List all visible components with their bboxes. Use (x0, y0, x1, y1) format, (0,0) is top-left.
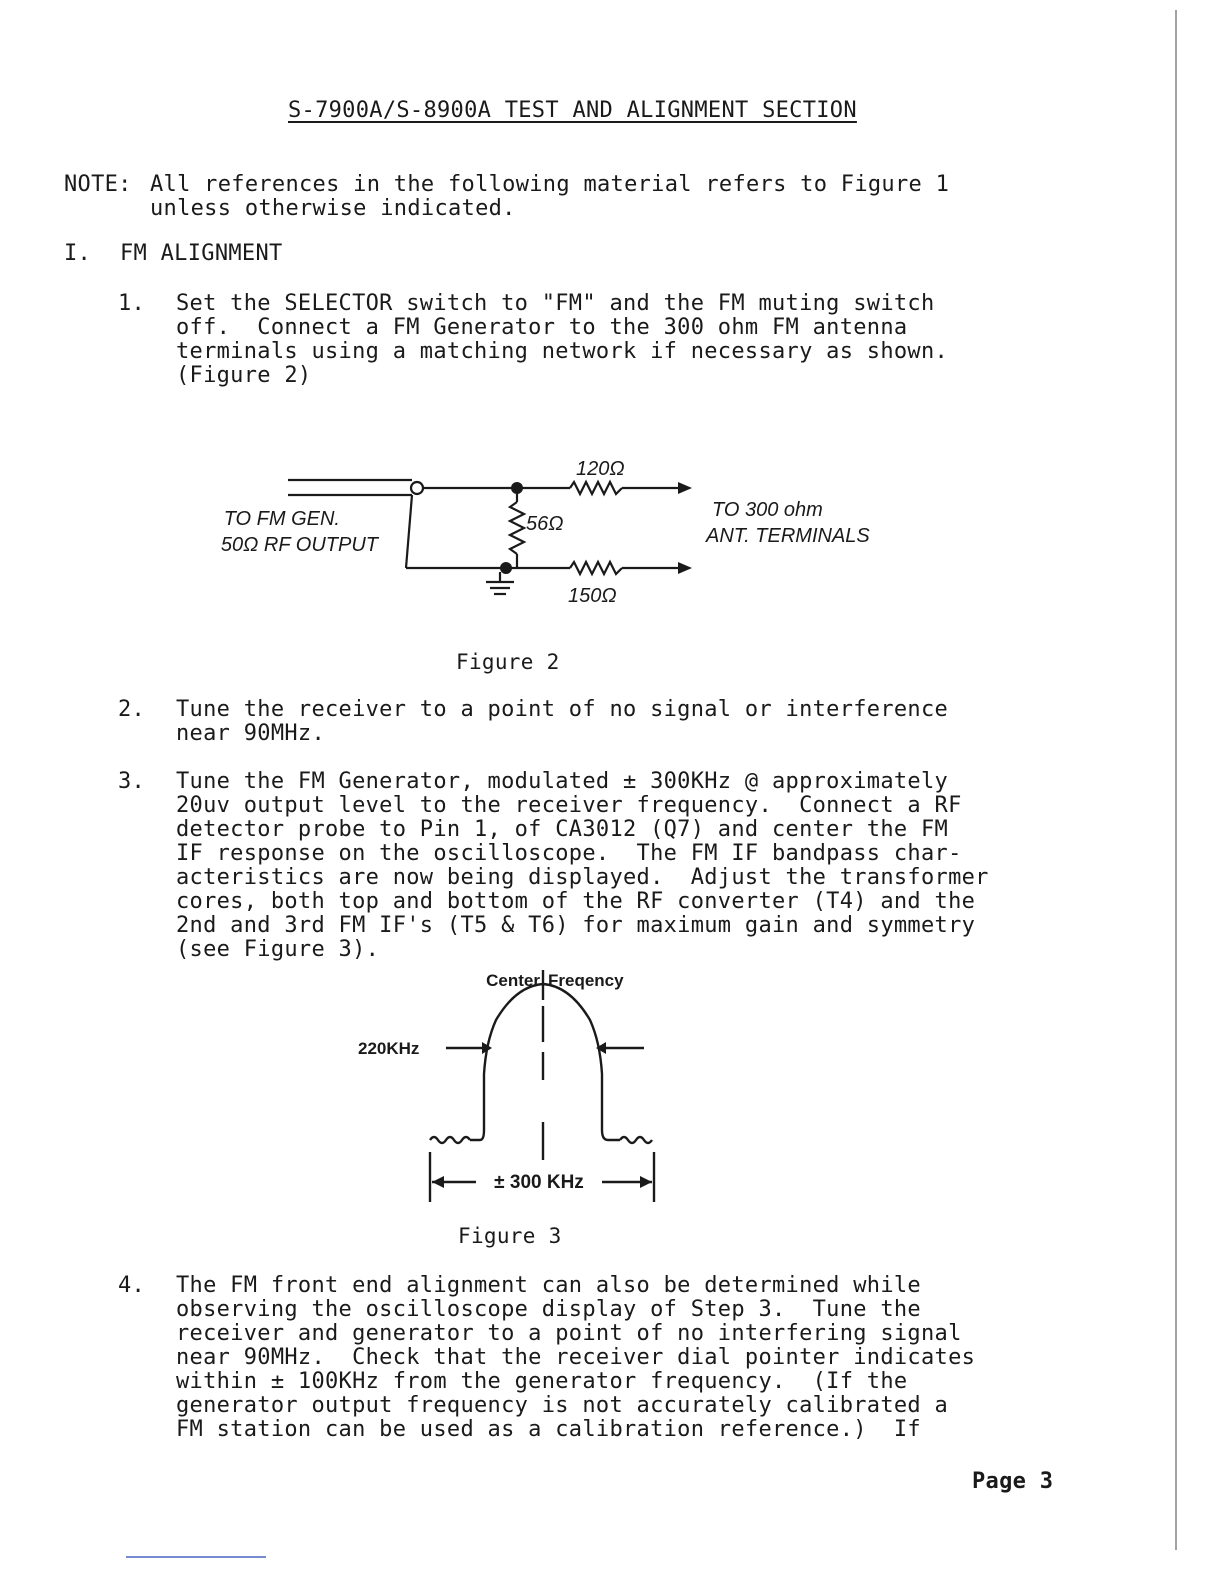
wire-shield (406, 495, 412, 568)
bandwidth-label: 220KHz (358, 1039, 420, 1058)
note-text-line: unless otherwise indicated. (150, 196, 516, 221)
step-3-line: 2nd and 3rd FM IF's (T5 & T6) for maximum gain and symmetry (176, 913, 976, 938)
step-4-line: The FM front end alignment can also be determined while (176, 1273, 921, 1298)
noise-left (430, 1137, 470, 1143)
page-number: Page 3 (972, 1469, 1054, 1494)
page-title: S-7900A/S-8900A TEST AND ALIGNMENT SECTION (288, 98, 857, 123)
step-1-line: (Figure 2) (176, 363, 312, 388)
step-number: 1. (118, 291, 146, 316)
junction-dot-bottom (500, 562, 512, 574)
figure-3-response-curve (350, 962, 670, 1214)
arrow-icon (678, 562, 692, 574)
resistor-150-symbol (570, 562, 622, 574)
step-4-line: observing the oscilloscope display of Step 3. Tune the (176, 1297, 921, 1322)
step-4-line: FM station can be used as a calibration reference.) If (176, 1417, 921, 1442)
page-edge-rule (1175, 10, 1177, 1550)
step-2-line: Tune the receiver to a point of no signal or interference (176, 697, 949, 722)
step-4-line: receiver and generator to a point of no interfering signal (176, 1321, 962, 1346)
section-number: I. (64, 241, 92, 266)
figure-2-schematic (180, 440, 940, 620)
step-2-line: near 90MHz. (176, 721, 325, 746)
gen-label-line2: 50Ω RF OUTPUT (220, 534, 378, 556)
note-text-line: All references in the following material refers to Figure 1 (150, 172, 950, 197)
footer-rule (126, 1556, 266, 1558)
resistor-120-symbol (570, 482, 622, 494)
step-3-line: IF response on the oscilloscope. The FM IF bandpass char- (176, 841, 962, 866)
arrow-icon (678, 482, 692, 494)
arrow-icon (432, 1176, 444, 1188)
step-3-line: 20uv output level to the receiver frequency. Connect a RF (176, 793, 962, 818)
step-4-line: near 90MHz. Check that the receiver dial pointer indicates (176, 1345, 976, 1370)
step-number: 4. (118, 1273, 146, 1298)
step-3-line: detector probe to Pin 1, of CA3012 (Q7) and center the FM (176, 817, 949, 842)
step-4-line: generator output frequency is not accurately calibrated a (176, 1393, 949, 1418)
ant-label-line2: ANT. TERMINALS (706, 525, 870, 547)
resistor-56-symbol (510, 502, 524, 554)
center-label: Center (486, 971, 540, 990)
noise-right (620, 1137, 652, 1143)
step-3-line: acteristics are now being displayed. Adjust the transformer (176, 865, 989, 890)
connector-icon (411, 482, 423, 494)
ant-label-line1: TO 300 ohm (712, 499, 823, 521)
resistor-56-label: 56Ω (526, 513, 564, 535)
step-4-line: within ± 100KHz from the generator frequency. (If the (176, 1369, 908, 1394)
step-number: 2. (118, 697, 146, 722)
step-1-line: Set the SELECTOR switch to "FM" and the FM muting switch (176, 291, 935, 316)
step-1-line: terminals using a matching network if necessary as shown. (176, 339, 949, 364)
arrow-icon (640, 1176, 652, 1188)
frequency-label: Freqency (548, 971, 624, 990)
section-title: FM ALIGNMENT (120, 241, 283, 266)
junction-dot-top (511, 482, 523, 494)
span-label: ± 300 KHz (494, 1172, 584, 1193)
step-3-line: Tune the FM Generator, modulated ± 300KHz @ approximately (176, 769, 949, 794)
note-label: NOTE: (64, 172, 132, 197)
resistor-120-label: 120Ω (576, 458, 625, 480)
step-number: 3. (118, 769, 146, 794)
resistor-150-label: 150Ω (568, 585, 617, 607)
step-3-line: cores, both top and bottom of the RF converter (T4) and the (176, 889, 976, 914)
step-3-line: (see Figure 3). (176, 937, 380, 962)
bandpass-curve (470, 984, 620, 1140)
step-1-line: off. Connect a FM Generator to the 300 ohm FM antenna (176, 315, 908, 340)
figure-3-caption: Figure 3 (458, 1224, 562, 1248)
gen-label-line1: TO FM GEN. (223, 508, 340, 530)
figure-2-caption: Figure 2 (456, 650, 560, 674)
